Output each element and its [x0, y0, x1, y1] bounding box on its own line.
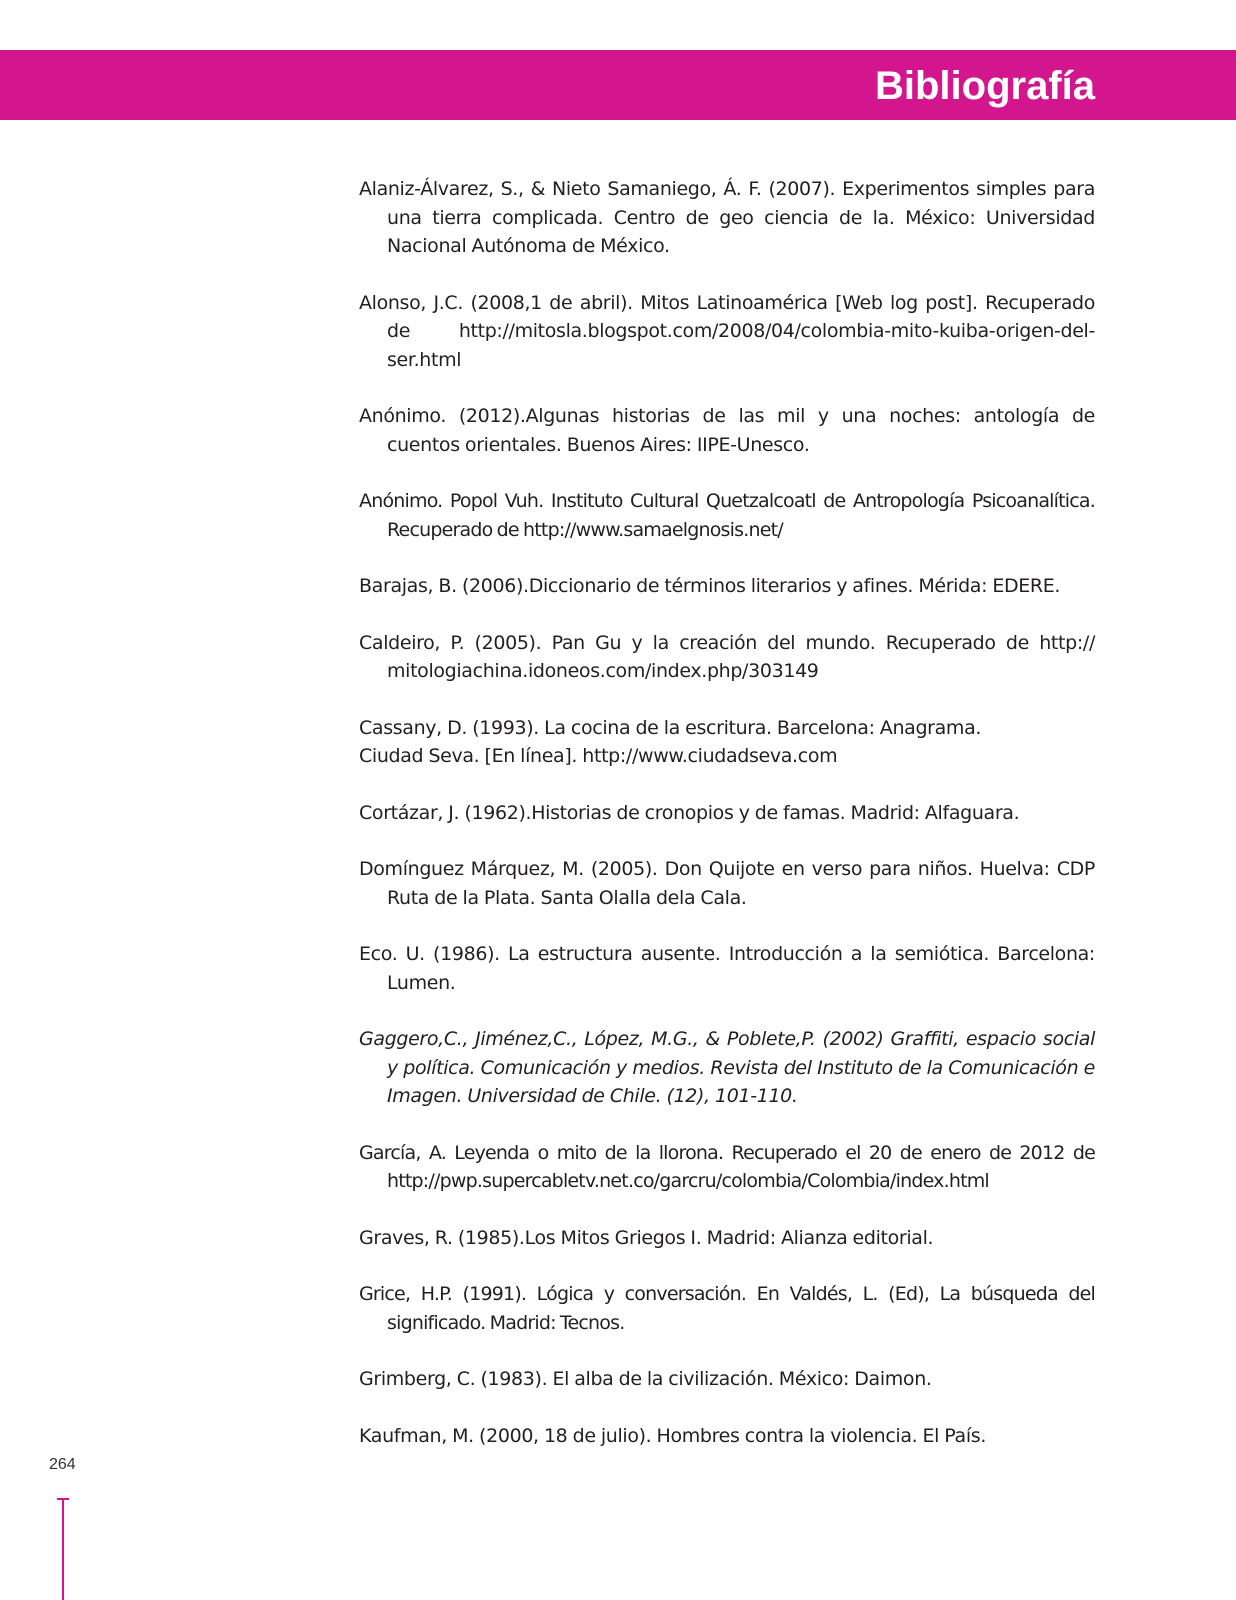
reference-entry: Gaggero,C., Jiménez,C., López, M.G., & Poblete,P. (2002) Graffiti, espacio social y política. Comunicación y medios. Revista del Instituto de la Comunicación e Imagen. Universidad de Chile. (12), 101-110.	[359, 1028, 1095, 1107]
reference-entry: Caldeiro, P. (2005). Pan Gu y la creación del mundo. Recuperado de http:// mitologiachina.idoneos.com/index.php/303149	[359, 631, 1095, 682]
page-number: 264	[49, 1456, 76, 1473]
page-marker-line	[62, 1498, 64, 1600]
reference-entry: Anónimo. (2012).Algunas historias de las mil y una noches: antología de cuentos orientales. Buenos Aires: IIPE-Unesco.	[359, 405, 1095, 456]
reference-entry: Cassany, D. (1993). La cocina de la escritura. Barcelona: Anagrama.	[359, 716, 982, 739]
reference-entry: Kaufman, M. (2000, 18 de julio). Hombres contra la violencia. El País.	[359, 1424, 987, 1447]
bibliography-list	[359, 175, 1095, 1478]
reference-entry: Ciudad Seva. [En línea]. http://www.ciudadseva.com	[359, 745, 838, 767]
header-banner	[0, 50, 1236, 120]
reference-entry: García, A. Leyenda o mito de la llorona. Recuperado el 20 de enero de 2012 de http://pwp.supercabletv.net.co/garcru/colombia/Colombia/index.html	[359, 1141, 1095, 1192]
reference-entry: Graves, R. (1985).Los Mitos Griegos I. Madrid: Alianza editorial.	[359, 1226, 934, 1249]
reference-entry: Cortázar, J. (1962).Historias de cronopios y de famas. Madrid: Alfaguara.	[359, 801, 1020, 824]
reference-entry: Anónimo. Popol Vuh. Instituto Cultural Quetzalcoatl de Antropología Psicoanalítica. Recuperado de http://www.samaelgnosis.net/	[359, 490, 1095, 541]
reference-entry: Grice, H.P. (1991). Lógica y conversación. En Valdés, L. (Ed), La búsqueda del significado. Madrid: Tecnos.	[359, 1283, 1095, 1334]
page-title: Bibliografía	[874, 64, 1095, 108]
reference-entry: Alonso, J.C. (2008,1 de abril). Mitos Latinoamérica [Web log post]. Recuperado de http://mitosla.blogspot.com/2008/04/colombia-mito-kuiba-origen-del-ser.html	[359, 291, 1095, 371]
reference-entry: Alaniz-Álvarez, S., & Nieto Samaniego, Á. F. (2007). Experimentos simples para una tierra complicada. Centro de geo ciencia de la. México: Universidad Nacional Autónoma de México.	[359, 178, 1095, 257]
reference-entry: Eco. U. (1986). La estructura ausente. Introducción a la semiótica. Barcelona: Lumen.	[359, 943, 1095, 994]
reference-entry: Grimberg, C. (1983). El alba de la civilización. México: Daimon.	[359, 1368, 932, 1390]
reference-entry: Barajas, B. (2006).Diccionario de términos literarios y afines. Mérida: EDERE.	[359, 575, 1061, 597]
reference-entry: Domínguez Márquez, M. (2005). Don Quijote en verso para niños. Huelva: CDP Ruta de la Plata. Santa Olalla dela Cala.	[359, 858, 1095, 909]
